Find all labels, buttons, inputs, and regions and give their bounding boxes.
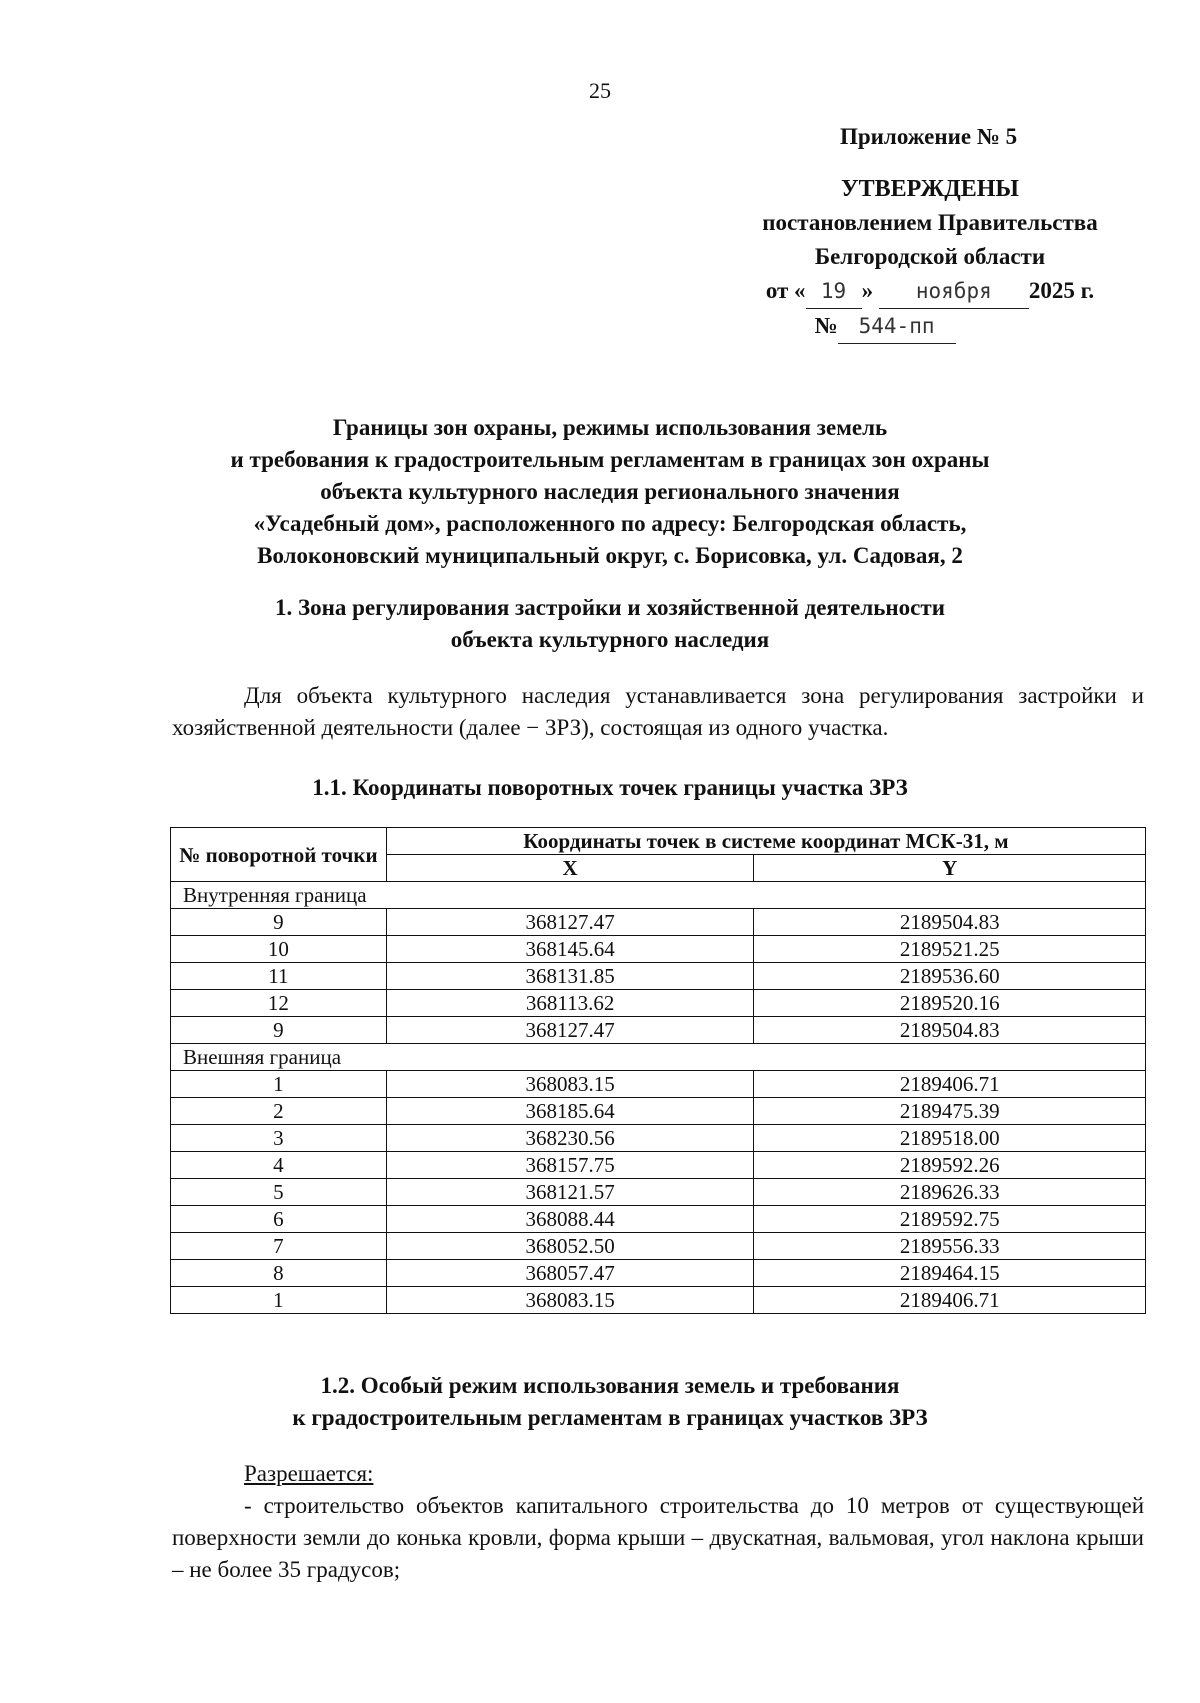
table-row xyxy=(171,990,1146,1017)
cell-x: 368083.15 xyxy=(386,1287,754,1314)
table-row xyxy=(171,963,1146,990)
cell-x: 368113.62 xyxy=(386,990,754,1017)
cell-y: 2189475.39 xyxy=(754,1098,1146,1125)
cell-x: 368052.50 xyxy=(386,1233,754,1260)
table-row xyxy=(171,1206,1146,1233)
date-prefix: от « xyxy=(765,278,806,303)
number-prefix: № xyxy=(814,313,838,338)
cell-y: 2189556.33 xyxy=(754,1233,1146,1260)
allowed-label xyxy=(172,1458,1144,1490)
cell-y: 2189592.26 xyxy=(754,1152,1146,1179)
table-row xyxy=(171,1017,1146,1044)
table-row xyxy=(171,1287,1146,1314)
cell-x: 368083.15 xyxy=(386,1071,754,1098)
date-day: 19 xyxy=(806,274,862,309)
date-mid: » xyxy=(861,278,874,303)
document-number: 544-пп xyxy=(838,309,956,344)
cell-x: 368230.56 xyxy=(386,1125,754,1152)
cell-point: 4 xyxy=(171,1152,387,1179)
date-year: 2025 г. xyxy=(1028,278,1095,303)
cell-y: 2189504.83 xyxy=(754,1017,1146,1044)
cell-y: 2189406.71 xyxy=(754,1071,1146,1098)
page-number: 25 xyxy=(589,78,611,103)
title-line: Волоконовский муниципальный округ, с. Борисовка, ул. Садовая, 2 xyxy=(257,543,963,568)
cell-y: 2189406.71 xyxy=(754,1287,1146,1314)
cell-y: 2189518.00 xyxy=(754,1125,1146,1152)
cell-point: 9 xyxy=(171,1017,387,1044)
cell-x: 368127.47 xyxy=(386,1017,754,1044)
appendix-label: Приложение № 5 xyxy=(840,124,1018,149)
cell-y: 2189626.33 xyxy=(754,1179,1146,1206)
approval-block xyxy=(700,120,1160,344)
section-1-2-heading-line: 1.2. Особый режим использования земель и требования xyxy=(320,1373,900,1398)
section-1-2-heading xyxy=(150,1370,1070,1434)
table-group-row xyxy=(171,1044,1146,1071)
title-line: объекта культурного наследия регионального значения xyxy=(320,479,900,504)
table-group-row xyxy=(171,882,1146,909)
table-row xyxy=(171,1233,1146,1260)
cell-point: 12 xyxy=(171,990,387,1017)
cell-x: 368157.75 xyxy=(386,1152,754,1179)
cell-x: 368088.44 xyxy=(386,1206,754,1233)
allowed-label-text: Разрешается: xyxy=(244,1461,374,1486)
cell-point: 9 xyxy=(171,909,387,936)
table-row xyxy=(171,1179,1146,1206)
group-label: Внешняя граница xyxy=(171,1044,1146,1071)
cell-x: 368057.47 xyxy=(386,1260,754,1287)
cell-point: 6 xyxy=(171,1206,387,1233)
header-point-number: № поворотной точки xyxy=(171,828,387,882)
table-row xyxy=(171,909,1146,936)
cell-point: 10 xyxy=(171,936,387,963)
table-row xyxy=(171,1071,1146,1098)
section-1-heading xyxy=(150,592,1070,656)
cell-x: 368121.57 xyxy=(386,1179,754,1206)
approval-line-1: постановлением Правительства xyxy=(762,210,1098,235)
header-x: X xyxy=(386,855,754,882)
cell-point: 7 xyxy=(171,1233,387,1260)
title-line: «Усадебный дом», расположенного по адресу: Белгородская область, xyxy=(253,511,967,536)
section-1-2-heading-line: к градостроительным регламентам в границах участков ЗРЗ xyxy=(292,1405,928,1430)
approval-line-2: Белгородской области xyxy=(814,244,1046,269)
table-row xyxy=(171,1125,1146,1152)
cell-x: 368145.64 xyxy=(386,936,754,963)
group-label: Внутренняя граница xyxy=(171,882,1146,909)
section-1-paragraph: Для объекта культурного наследия устанавливается зона регулирования застройки и хозяйственной деятельности (далее − ЗРЗ), состоящая из одного участка. xyxy=(172,683,1144,740)
table-row xyxy=(171,1152,1146,1179)
cell-point: 5 xyxy=(171,1179,387,1206)
cell-x: 368131.85 xyxy=(386,963,754,990)
table-row xyxy=(171,936,1146,963)
cell-point: 2 xyxy=(171,1098,387,1125)
section-1-heading-line: объекта культурного наследия xyxy=(450,627,770,652)
header-coordinates: Координаты точек в системе координат МСК-31, м xyxy=(386,828,1145,855)
cell-y: 2189521.25 xyxy=(754,936,1146,963)
cell-point: 8 xyxy=(171,1260,387,1287)
title-line: и требования к градостроительным регламентам в границах зон охраны xyxy=(230,447,990,472)
table-row xyxy=(171,1098,1146,1125)
approval-date xyxy=(700,274,1160,309)
cell-y: 2189520.16 xyxy=(754,990,1146,1017)
cell-x: 368127.47 xyxy=(386,909,754,936)
cell-x: 368185.64 xyxy=(386,1098,754,1125)
header-y: Y xyxy=(754,855,1146,882)
table-row xyxy=(171,1260,1146,1287)
cell-y: 2189592.75 xyxy=(754,1206,1146,1233)
cell-y: 2189464.15 xyxy=(754,1260,1146,1287)
date-month: ноября xyxy=(879,274,1029,309)
cell-y: 2189536.60 xyxy=(754,963,1146,990)
document-title xyxy=(150,412,1070,572)
cell-point: 3 xyxy=(171,1125,387,1152)
cell-point: 11 xyxy=(171,963,387,990)
section-1-1-heading: 1.1. Координаты поворотных точек границы участка ЗРЗ xyxy=(312,775,908,800)
coordinates-table xyxy=(170,827,1146,1314)
allowed-item-1: - строительство объектов капитального строительства до 10 метров от существующей поверхности земли до конька кровли, форма крыши – двускатная, вальмовая, угол наклона крыши – не более 35 градусов; xyxy=(172,1493,1144,1582)
cell-point: 1 xyxy=(171,1071,387,1098)
cell-point: 1 xyxy=(171,1287,387,1314)
section-1-heading-line: 1. Зона регулирования застройки и хозяйственной деятельности xyxy=(275,595,945,620)
approved-heading: УТВЕРЖДЕНЫ xyxy=(841,176,1019,202)
table-header-row xyxy=(171,828,1146,855)
approval-number xyxy=(700,309,1160,344)
title-line: Границы зон охраны, режимы использования земель xyxy=(332,415,888,440)
cell-y: 2189504.83 xyxy=(754,909,1146,936)
